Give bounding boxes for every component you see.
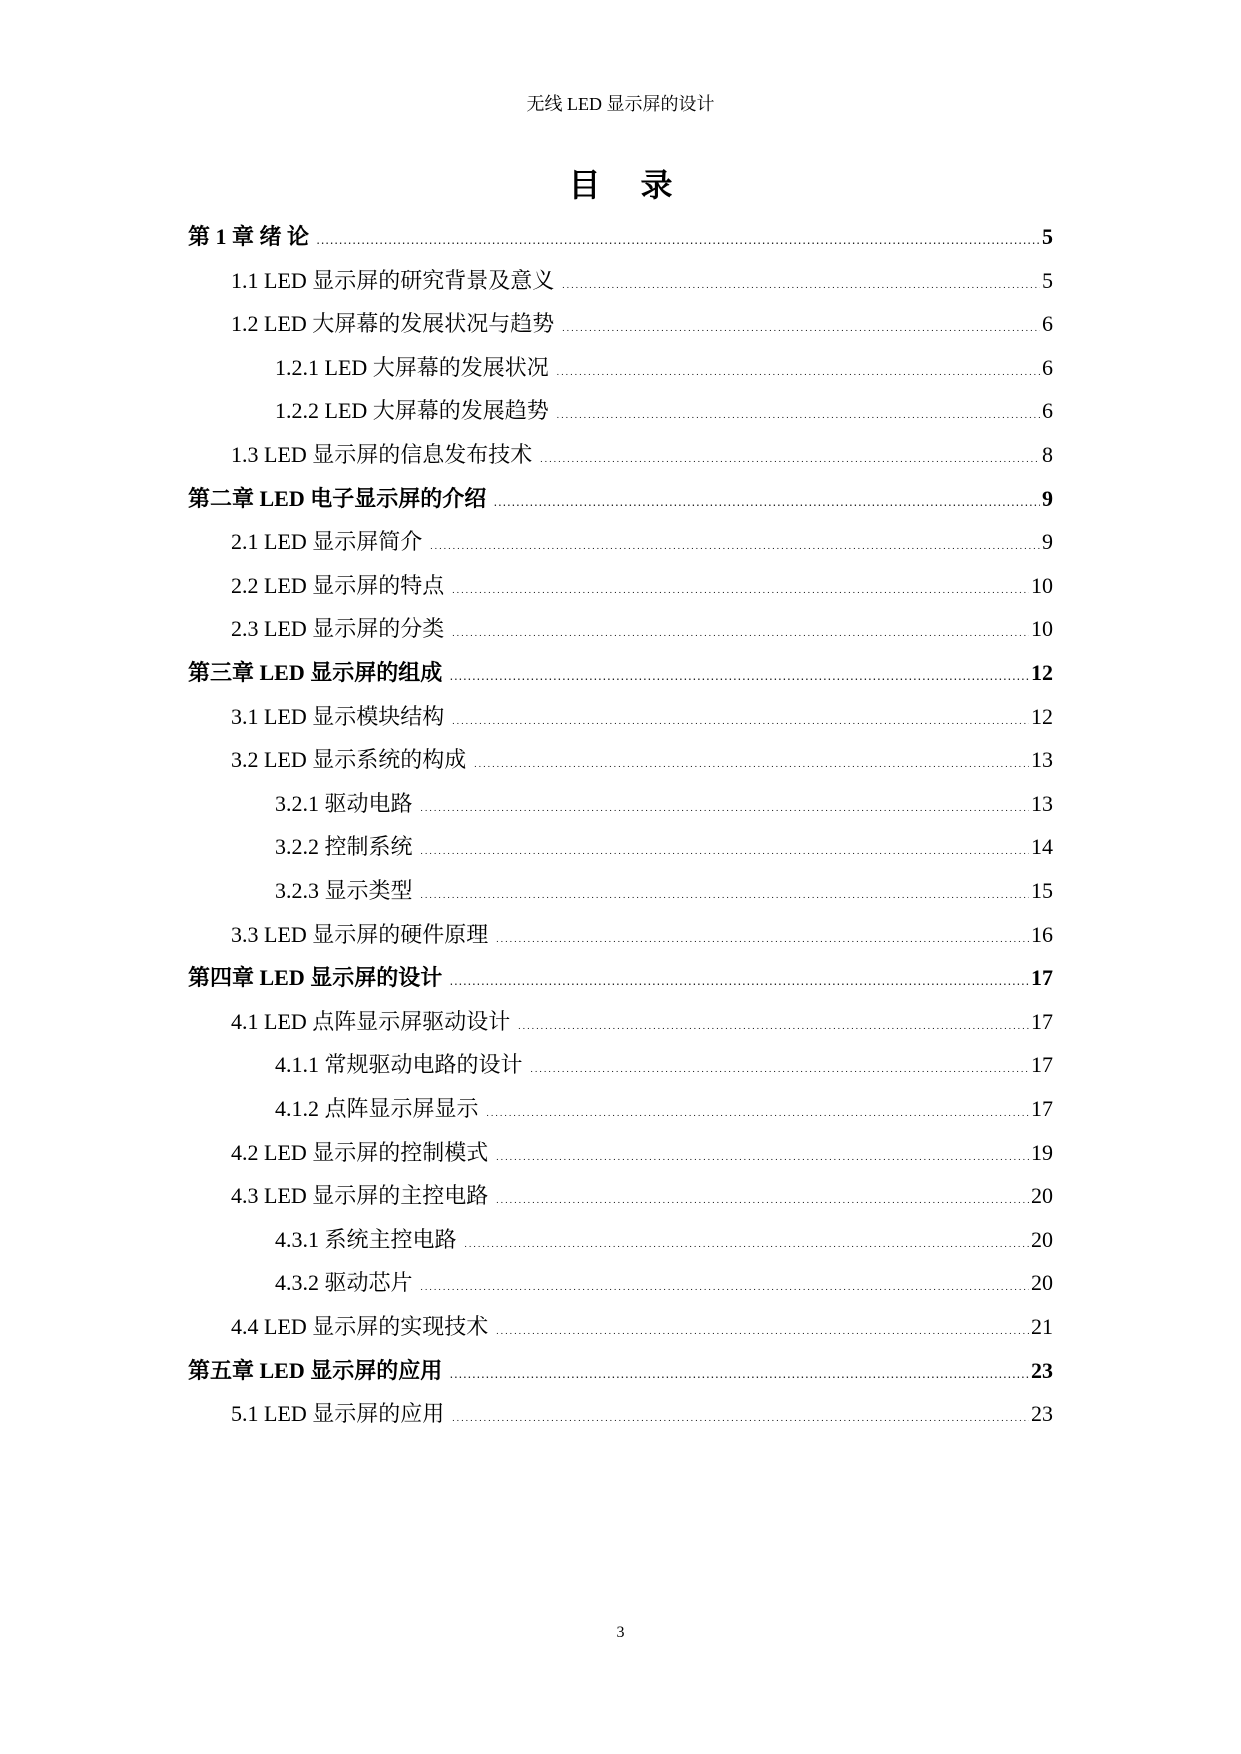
toc-entry[interactable] bbox=[188, 481, 1053, 517]
toc-entry-page: 16 bbox=[1031, 922, 1053, 947]
toc-entry-label: 4.2 LED 显示屏的控制模式 bbox=[231, 1140, 489, 1165]
toc-entry-page: 6 bbox=[1042, 398, 1053, 423]
toc-dot-leader bbox=[562, 263, 1040, 303]
toc-entry-label: 1.2.2 LED 大屏幕的发展趋势 bbox=[275, 398, 549, 423]
toc-entry-label: 1.3 LED 显示屏的信息发布技术 bbox=[231, 442, 533, 467]
page-number: 3 bbox=[616, 1624, 625, 1641]
toc-entry-page: 17 bbox=[1031, 965, 1053, 990]
toc-entry-page: 10 bbox=[1031, 616, 1053, 641]
toc-entry[interactable] bbox=[275, 873, 1053, 909]
toc-entry-page: 17 bbox=[1031, 1096, 1053, 1121]
toc-entry[interactable] bbox=[188, 219, 1053, 255]
toc-title: 目录 bbox=[568, 167, 713, 203]
toc-entry[interactable] bbox=[231, 568, 1053, 604]
toc-entry-label: 4.1 LED 点阵显示屏驱动设计 bbox=[231, 1009, 511, 1034]
toc-entry[interactable] bbox=[231, 611, 1053, 647]
toc-entry-label: 1.2.1 LED 大屏幕的发展状况 bbox=[275, 355, 549, 380]
toc-entry[interactable] bbox=[231, 1396, 1053, 1432]
toc-dot-leader bbox=[450, 960, 1029, 1000]
toc-dot-leader bbox=[518, 1004, 1029, 1044]
running-header: 无线 LED 显示屏的设计 bbox=[526, 94, 715, 114]
toc-dot-leader bbox=[496, 917, 1029, 957]
toc-entry-page: 8 bbox=[1042, 442, 1053, 467]
toc-dot-leader bbox=[452, 568, 1029, 608]
toc-entry-page: 13 bbox=[1031, 791, 1053, 816]
toc-entry-page: 9 bbox=[1042, 529, 1053, 554]
toc-entry-label: 第 1 章 绪 论 bbox=[188, 224, 310, 249]
toc-entry-page: 23 bbox=[1031, 1358, 1053, 1383]
toc-entry[interactable] bbox=[275, 1222, 1053, 1258]
toc-entry-page: 6 bbox=[1042, 355, 1053, 380]
toc-entry-label: 3.2.1 驱动电路 bbox=[275, 791, 413, 816]
toc-entry-label: 4.3.2 驱动芯片 bbox=[275, 1270, 413, 1295]
toc-entry-page: 10 bbox=[1031, 573, 1053, 598]
toc-entry[interactable] bbox=[275, 393, 1053, 429]
toc-entry[interactable] bbox=[275, 1091, 1053, 1127]
toc-dot-leader bbox=[540, 437, 1040, 477]
toc-entry-page: 17 bbox=[1031, 1009, 1053, 1034]
toc-dot-leader bbox=[496, 1135, 1029, 1175]
toc-entry-label: 2.1 LED 显示屏简介 bbox=[231, 529, 423, 554]
toc-entry-label: 3.2 LED 显示系统的构成 bbox=[231, 747, 467, 772]
toc-dot-leader bbox=[421, 1265, 1029, 1305]
toc-dot-leader bbox=[450, 1353, 1029, 1393]
toc-entry[interactable] bbox=[275, 786, 1053, 822]
toc-entry[interactable] bbox=[188, 655, 1053, 691]
toc-entry-page: 12 bbox=[1031, 660, 1053, 685]
toc-entry[interactable] bbox=[231, 742, 1053, 778]
toc-dot-leader bbox=[557, 393, 1040, 433]
toc-entry[interactable] bbox=[231, 1309, 1053, 1345]
toc-entry-page: 14 bbox=[1031, 834, 1053, 859]
toc-dot-leader bbox=[450, 655, 1029, 695]
toc-entry[interactable] bbox=[231, 699, 1053, 735]
toc-entry[interactable] bbox=[231, 917, 1053, 953]
toc-dot-leader bbox=[421, 829, 1029, 869]
toc-entry-page: 15 bbox=[1031, 878, 1053, 903]
toc-entry-label: 3.1 LED 显示模块结构 bbox=[231, 704, 445, 729]
toc-entry-label: 1.2 LED 大屏幕的发展状况与趋势 bbox=[231, 311, 555, 336]
toc-dot-leader bbox=[465, 1222, 1029, 1262]
toc-entry[interactable] bbox=[231, 306, 1053, 342]
toc-entry-label: 3.3 LED 显示屏的硬件原理 bbox=[231, 922, 489, 947]
toc-dot-leader bbox=[494, 481, 1040, 521]
toc-entry-label: 第四章 LED 显示屏的设计 bbox=[188, 965, 443, 990]
toc-entry-label: 3.2.3 显示类型 bbox=[275, 878, 413, 903]
toc-entry-page: 21 bbox=[1031, 1314, 1053, 1339]
toc-entry[interactable] bbox=[275, 829, 1053, 865]
toc-entry[interactable] bbox=[188, 960, 1053, 996]
toc-dot-leader bbox=[430, 524, 1040, 564]
toc-entry-label: 2.2 LED 显示屏的特点 bbox=[231, 573, 445, 598]
toc-entry[interactable] bbox=[231, 437, 1053, 473]
toc-dot-leader bbox=[421, 873, 1029, 913]
toc-entry-page: 6 bbox=[1042, 311, 1053, 336]
toc-entry[interactable] bbox=[231, 1178, 1053, 1214]
toc-entry-page: 20 bbox=[1031, 1183, 1053, 1208]
toc-dot-leader bbox=[531, 1047, 1029, 1087]
toc-entry-label: 第二章 LED 电子显示屏的介绍 bbox=[188, 486, 487, 511]
toc-dot-leader bbox=[557, 350, 1040, 390]
toc-entry[interactable] bbox=[275, 1265, 1053, 1301]
toc-dot-leader bbox=[474, 742, 1029, 782]
toc-entry[interactable] bbox=[275, 1047, 1053, 1083]
toc-entry-page: 20 bbox=[1031, 1270, 1053, 1295]
toc-dot-leader bbox=[487, 1091, 1029, 1131]
toc-entry[interactable] bbox=[231, 524, 1053, 560]
toc-entry[interactable] bbox=[231, 263, 1053, 299]
toc-entry-page: 5 bbox=[1042, 268, 1053, 293]
toc-dot-leader bbox=[496, 1309, 1029, 1349]
toc-dot-leader bbox=[317, 219, 1040, 259]
toc-entry-label: 第五章 LED 显示屏的应用 bbox=[188, 1358, 443, 1383]
toc-entry-page: 19 bbox=[1031, 1140, 1053, 1165]
toc-entry-page: 20 bbox=[1031, 1227, 1053, 1252]
toc-entry-page: 5 bbox=[1042, 224, 1053, 249]
toc-dot-leader bbox=[452, 1396, 1029, 1436]
toc-entry-label: 4.4 LED 显示屏的实现技术 bbox=[231, 1314, 489, 1339]
toc-entry[interactable] bbox=[231, 1004, 1053, 1040]
toc-entry[interactable] bbox=[231, 1135, 1053, 1171]
toc-entry-label: 3.2.2 控制系统 bbox=[275, 834, 413, 859]
toc-dot-leader bbox=[452, 611, 1029, 651]
toc-dot-leader bbox=[452, 699, 1029, 739]
toc-entry-label: 4.1.1 常规驱动电路的设计 bbox=[275, 1052, 523, 1077]
toc-entry[interactable] bbox=[188, 1353, 1053, 1389]
toc-entry-label: 4.3 LED 显示屏的主控电路 bbox=[231, 1183, 489, 1208]
toc-entry-page: 17 bbox=[1031, 1052, 1053, 1077]
toc-entry-page: 23 bbox=[1031, 1401, 1053, 1426]
toc-dot-leader bbox=[562, 306, 1040, 346]
toc-entry[interactable] bbox=[275, 350, 1053, 386]
toc-entry-label: 4.1.2 点阵显示屏显示 bbox=[275, 1096, 479, 1121]
toc-entry-label: 1.1 LED 显示屏的研究背景及意义 bbox=[231, 268, 555, 293]
toc-entry-label: 4.3.1 系统主控电路 bbox=[275, 1227, 457, 1252]
toc-dot-leader bbox=[421, 786, 1029, 826]
toc-entry-page: 12 bbox=[1031, 704, 1053, 729]
toc-entry-label: 5.1 LED 显示屏的应用 bbox=[231, 1401, 445, 1426]
toc-dot-leader bbox=[496, 1178, 1029, 1218]
toc-entry-page: 9 bbox=[1042, 486, 1053, 511]
toc-entry-page: 13 bbox=[1031, 747, 1053, 772]
toc-entry-label: 2.3 LED 显示屏的分类 bbox=[231, 616, 445, 641]
toc-entry-label: 第三章 LED 显示屏的组成 bbox=[188, 660, 443, 685]
